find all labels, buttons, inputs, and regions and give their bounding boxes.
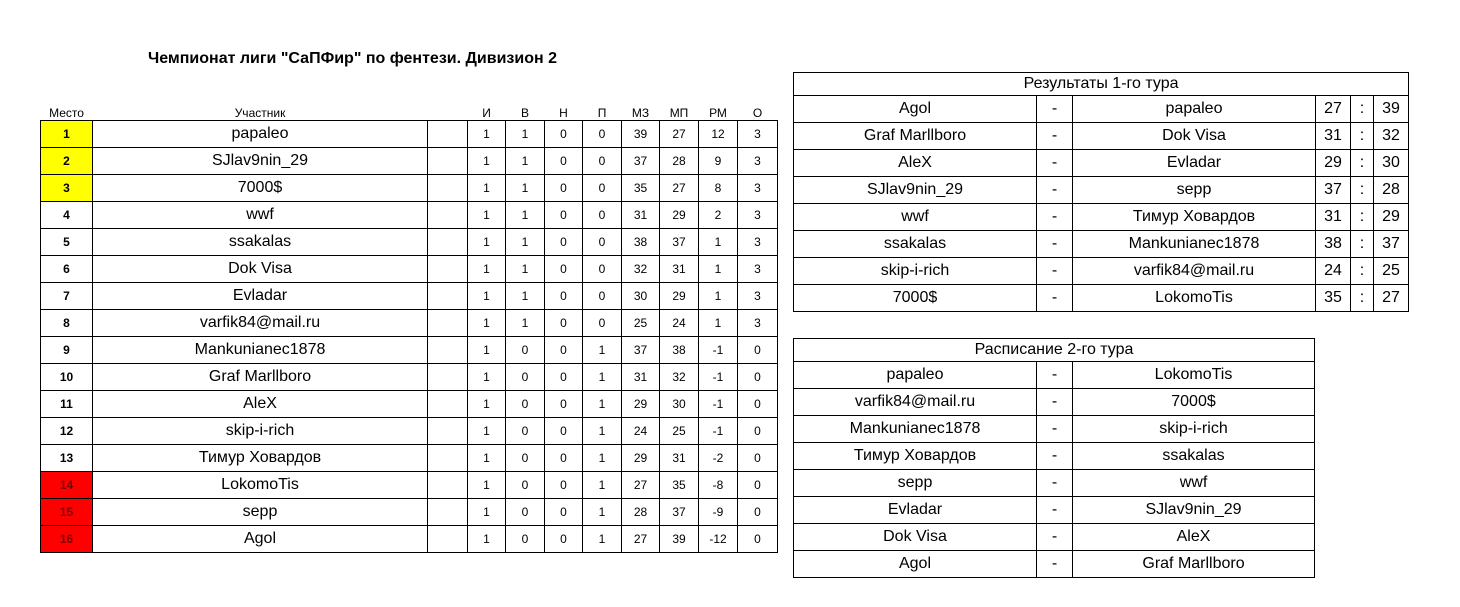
draws-cell: 0 bbox=[545, 472, 583, 499]
participant-name: AleX bbox=[93, 391, 428, 418]
draws-cell: 0 bbox=[545, 418, 583, 445]
losses-cell: 1 bbox=[583, 337, 622, 364]
away-team: skip-i-rich bbox=[1073, 416, 1315, 443]
home-team: sepp bbox=[794, 470, 1037, 497]
points-cell: 3 bbox=[738, 283, 778, 310]
away-team: Mankunianec1878 bbox=[1073, 231, 1316, 258]
diff-cell: -1 bbox=[699, 337, 738, 364]
diff-cell: -9 bbox=[699, 499, 738, 526]
home-team: Evladar bbox=[794, 497, 1037, 524]
home-team: Dok Visa bbox=[794, 524, 1037, 551]
place-cell: 15 bbox=[41, 499, 93, 526]
scored-cell: 38 bbox=[622, 229, 660, 256]
away-team: papaleo bbox=[1073, 96, 1316, 123]
losses-cell: 1 bbox=[583, 499, 622, 526]
scored-cell: 25 bbox=[622, 310, 660, 337]
gap-cell bbox=[428, 175, 468, 202]
points-cell: 3 bbox=[738, 310, 778, 337]
home-score: 27 bbox=[1316, 96, 1351, 123]
losses-cell: 1 bbox=[583, 391, 622, 418]
home-team: wwf bbox=[794, 204, 1037, 231]
conceded-cell: 28 bbox=[660, 148, 699, 175]
away-score: 29 bbox=[1374, 204, 1409, 231]
schedule-caption: Расписание 2-го тура bbox=[794, 339, 1315, 362]
wins-cell: 1 bbox=[506, 310, 545, 337]
participant-name: varfik84@mail.ru bbox=[93, 310, 428, 337]
draws-cell: 0 bbox=[545, 229, 583, 256]
table-row bbox=[41, 472, 778, 499]
points-cell: 0 bbox=[738, 526, 778, 553]
table-row bbox=[41, 526, 778, 553]
home-score: 31 bbox=[1316, 123, 1351, 150]
games-cell: 1 bbox=[468, 499, 506, 526]
diff-cell: 12 bbox=[699, 121, 738, 148]
games-cell: 1 bbox=[468, 148, 506, 175]
away-team: LokomoTis bbox=[1073, 362, 1315, 389]
gap-cell bbox=[428, 418, 468, 445]
wins-cell: 1 bbox=[506, 175, 545, 202]
wins-cell: 1 bbox=[506, 256, 545, 283]
participant-name: papaleo bbox=[93, 121, 428, 148]
table-row bbox=[41, 364, 778, 391]
scored-cell: 30 bbox=[622, 283, 660, 310]
vs-separator: - bbox=[1037, 524, 1073, 551]
place-cell: 6 bbox=[41, 256, 93, 283]
games-cell: 1 bbox=[468, 283, 506, 310]
conceded-cell: 29 bbox=[660, 202, 699, 229]
participant-name: sepp bbox=[93, 499, 428, 526]
scored-cell: 29 bbox=[622, 391, 660, 418]
conceded-cell: 31 bbox=[660, 256, 699, 283]
scored-cell: 29 bbox=[622, 445, 660, 472]
header-draws: Н bbox=[559, 106, 568, 120]
home-score: 24 bbox=[1316, 258, 1351, 285]
result-row bbox=[794, 231, 1409, 258]
score-separator: : bbox=[1351, 231, 1374, 258]
vs-separator: - bbox=[1037, 389, 1073, 416]
table-row bbox=[41, 283, 778, 310]
points-cell: 0 bbox=[738, 472, 778, 499]
away-team: wwf bbox=[1073, 470, 1315, 497]
diff-cell: 2 bbox=[699, 202, 738, 229]
header-diff: РМ bbox=[709, 106, 727, 120]
scored-cell: 27 bbox=[622, 526, 660, 553]
draws-cell: 0 bbox=[545, 364, 583, 391]
wins-cell: 0 bbox=[506, 337, 545, 364]
away-score: 32 bbox=[1374, 123, 1409, 150]
place-cell: 7 bbox=[41, 283, 93, 310]
schedule-row bbox=[794, 416, 1315, 443]
away-score: 39 bbox=[1374, 96, 1409, 123]
wins-cell: 0 bbox=[506, 391, 545, 418]
participant-name: Тимур Ховардов bbox=[93, 445, 428, 472]
conceded-cell: 38 bbox=[660, 337, 699, 364]
table-row bbox=[41, 337, 778, 364]
score-separator: : bbox=[1351, 150, 1374, 177]
vs-separator: - bbox=[1037, 177, 1073, 204]
losses-cell: 0 bbox=[583, 256, 622, 283]
participant-name: skip-i-rich bbox=[93, 418, 428, 445]
participant-name: Mankunianec1878 bbox=[93, 337, 428, 364]
games-cell: 1 bbox=[468, 418, 506, 445]
losses-cell: 0 bbox=[583, 283, 622, 310]
score-separator: : bbox=[1351, 258, 1374, 285]
place-cell: 3 bbox=[41, 175, 93, 202]
conceded-cell: 32 bbox=[660, 364, 699, 391]
gap-cell bbox=[428, 526, 468, 553]
home-team: Agol bbox=[794, 551, 1037, 578]
points-cell: 0 bbox=[738, 418, 778, 445]
result-row bbox=[794, 258, 1409, 285]
home-team: skip-i-rich bbox=[794, 258, 1037, 285]
gap-cell bbox=[428, 364, 468, 391]
scored-cell: 28 bbox=[622, 499, 660, 526]
vs-separator: - bbox=[1037, 96, 1073, 123]
header-conceded: МП bbox=[669, 106, 689, 120]
score-separator: : bbox=[1351, 123, 1374, 150]
header-points: О bbox=[752, 106, 763, 120]
home-team: Mankunianec1878 bbox=[794, 416, 1037, 443]
draws-cell: 0 bbox=[545, 391, 583, 418]
games-cell: 1 bbox=[468, 310, 506, 337]
schedule-row bbox=[794, 389, 1315, 416]
diff-cell: -1 bbox=[699, 418, 738, 445]
points-cell: 3 bbox=[738, 175, 778, 202]
losses-cell: 1 bbox=[583, 418, 622, 445]
vs-separator: - bbox=[1037, 231, 1073, 258]
table-row bbox=[41, 310, 778, 337]
table-row bbox=[41, 256, 778, 283]
participant-name: SJlav9nin_29 bbox=[93, 148, 428, 175]
gap-cell bbox=[428, 229, 468, 256]
score-separator: : bbox=[1351, 96, 1374, 123]
games-cell: 1 bbox=[468, 445, 506, 472]
schedule-row bbox=[794, 524, 1315, 551]
gap-cell bbox=[428, 499, 468, 526]
diff-cell: -8 bbox=[699, 472, 738, 499]
games-cell: 1 bbox=[468, 337, 506, 364]
games-cell: 1 bbox=[468, 391, 506, 418]
home-score: 31 bbox=[1316, 204, 1351, 231]
diff-cell: 1 bbox=[699, 229, 738, 256]
result-row bbox=[794, 150, 1409, 177]
gap-cell bbox=[428, 202, 468, 229]
conceded-cell: 24 bbox=[660, 310, 699, 337]
home-score: 29 bbox=[1316, 150, 1351, 177]
points-cell: 3 bbox=[738, 121, 778, 148]
participant-name: LokomoTis bbox=[93, 472, 428, 499]
header-scored: МЗ bbox=[631, 106, 650, 120]
conceded-cell: 30 bbox=[660, 391, 699, 418]
losses-cell: 0 bbox=[583, 310, 622, 337]
place-cell: 2 bbox=[41, 148, 93, 175]
games-cell: 1 bbox=[468, 472, 506, 499]
diff-cell: 1 bbox=[699, 310, 738, 337]
vs-separator: - bbox=[1037, 470, 1073, 497]
points-cell: 3 bbox=[738, 256, 778, 283]
home-team: SJlav9nin_29 bbox=[794, 177, 1037, 204]
scored-cell: 31 bbox=[622, 202, 660, 229]
wins-cell: 1 bbox=[506, 148, 545, 175]
participant-name: 7000$ bbox=[93, 175, 428, 202]
points-cell: 0 bbox=[738, 499, 778, 526]
score-separator: : bbox=[1351, 177, 1374, 204]
home-team: varfik84@mail.ru bbox=[794, 389, 1037, 416]
away-team: Тимур Ховардов bbox=[1073, 204, 1316, 231]
participant-name: Dok Visa bbox=[93, 256, 428, 283]
place-cell: 12 bbox=[41, 418, 93, 445]
games-cell: 1 bbox=[468, 202, 506, 229]
home-team: Graf Marllboro bbox=[794, 123, 1037, 150]
standings-table bbox=[40, 100, 778, 553]
table-row bbox=[41, 121, 778, 148]
wins-cell: 0 bbox=[506, 526, 545, 553]
home-team: Тимур Ховардов bbox=[794, 443, 1037, 470]
standings-header bbox=[41, 100, 778, 121]
draws-cell: 0 bbox=[545, 175, 583, 202]
gap-cell bbox=[428, 310, 468, 337]
results-table bbox=[793, 72, 1409, 312]
home-score: 37 bbox=[1316, 177, 1351, 204]
points-cell: 0 bbox=[738, 391, 778, 418]
place-cell: 9 bbox=[41, 337, 93, 364]
draws-cell: 0 bbox=[545, 148, 583, 175]
table-row bbox=[41, 175, 778, 202]
vs-separator: - bbox=[1037, 551, 1073, 578]
away-team: sepp bbox=[1073, 177, 1316, 204]
away-team: LokomoTis bbox=[1073, 285, 1316, 312]
wins-cell: 1 bbox=[506, 229, 545, 256]
place-cell: 10 bbox=[41, 364, 93, 391]
draws-cell: 0 bbox=[545, 310, 583, 337]
away-team: ssakalas bbox=[1073, 443, 1315, 470]
losses-cell: 1 bbox=[583, 364, 622, 391]
place-cell: 13 bbox=[41, 445, 93, 472]
scored-cell: 24 bbox=[622, 418, 660, 445]
draws-cell: 0 bbox=[545, 337, 583, 364]
points-cell: 3 bbox=[738, 148, 778, 175]
participant-name: Agol bbox=[93, 526, 428, 553]
conceded-cell: 39 bbox=[660, 526, 699, 553]
vs-separator: - bbox=[1037, 497, 1073, 524]
table-row bbox=[41, 418, 778, 445]
draws-cell: 0 bbox=[545, 283, 583, 310]
home-score: 38 bbox=[1316, 231, 1351, 258]
points-cell: 3 bbox=[738, 229, 778, 256]
vs-separator: - bbox=[1037, 150, 1073, 177]
result-row bbox=[794, 285, 1409, 312]
place-cell: 8 bbox=[41, 310, 93, 337]
table-row bbox=[41, 148, 778, 175]
gap-cell bbox=[428, 445, 468, 472]
wins-cell: 0 bbox=[506, 499, 545, 526]
gap-cell bbox=[428, 472, 468, 499]
draws-cell: 0 bbox=[545, 121, 583, 148]
away-team: 7000$ bbox=[1073, 389, 1315, 416]
away-team: SJlav9nin_29 bbox=[1073, 497, 1315, 524]
games-cell: 1 bbox=[468, 364, 506, 391]
home-score: 35 bbox=[1316, 285, 1351, 312]
diff-cell: -2 bbox=[699, 445, 738, 472]
points-cell: 0 bbox=[738, 337, 778, 364]
losses-cell: 0 bbox=[583, 121, 622, 148]
conceded-cell: 35 bbox=[660, 472, 699, 499]
scored-cell: 27 bbox=[622, 472, 660, 499]
games-cell: 1 bbox=[468, 526, 506, 553]
header-losses: П bbox=[597, 106, 607, 120]
result-row bbox=[794, 177, 1409, 204]
gap-cell bbox=[428, 337, 468, 364]
vs-separator: - bbox=[1037, 362, 1073, 389]
away-team: varfik84@mail.ru bbox=[1073, 258, 1316, 285]
conceded-cell: 37 bbox=[660, 499, 699, 526]
header-gap bbox=[428, 100, 468, 121]
away-team: Dok Visa bbox=[1073, 123, 1316, 150]
draws-cell: 0 bbox=[545, 256, 583, 283]
losses-cell: 1 bbox=[583, 445, 622, 472]
vs-separator: - bbox=[1037, 443, 1073, 470]
score-separator: : bbox=[1351, 285, 1374, 312]
diff-cell: -12 bbox=[699, 526, 738, 553]
header-games: И bbox=[482, 106, 491, 120]
home-team: ssakalas bbox=[794, 231, 1037, 258]
score-separator: : bbox=[1351, 204, 1374, 231]
gap-cell bbox=[428, 283, 468, 310]
wins-cell: 0 bbox=[506, 364, 545, 391]
place-cell: 11 bbox=[41, 391, 93, 418]
points-cell: 0 bbox=[738, 364, 778, 391]
draws-cell: 0 bbox=[545, 445, 583, 472]
games-cell: 1 bbox=[468, 229, 506, 256]
losses-cell: 1 bbox=[583, 472, 622, 499]
header-wins: В bbox=[520, 106, 529, 120]
place-cell: 14 bbox=[41, 472, 93, 499]
results-caption: Результаты 1-го тура bbox=[794, 73, 1409, 96]
conceded-cell: 27 bbox=[660, 175, 699, 202]
place-cell: 4 bbox=[41, 202, 93, 229]
scored-cell: 32 bbox=[622, 256, 660, 283]
conceded-cell: 25 bbox=[660, 418, 699, 445]
away-score: 37 bbox=[1374, 231, 1409, 258]
participant-name: Evladar bbox=[93, 283, 428, 310]
home-team: Agol bbox=[794, 96, 1037, 123]
gap-cell bbox=[428, 148, 468, 175]
table-row bbox=[41, 229, 778, 256]
conceded-cell: 27 bbox=[660, 121, 699, 148]
gap-cell bbox=[428, 256, 468, 283]
header-place: Место bbox=[49, 106, 84, 120]
vs-separator: - bbox=[1037, 416, 1073, 443]
place-cell: 16 bbox=[41, 526, 93, 553]
diff-cell: 1 bbox=[699, 256, 738, 283]
diff-cell: 1 bbox=[699, 283, 738, 310]
page-title: Чемпионат лиги "СаПФир" по фентези. Дивизион 2 bbox=[148, 50, 557, 67]
losses-cell: 0 bbox=[583, 175, 622, 202]
schedule-row bbox=[794, 470, 1315, 497]
losses-cell: 0 bbox=[583, 229, 622, 256]
table-row bbox=[41, 445, 778, 472]
scored-cell: 31 bbox=[622, 364, 660, 391]
result-row bbox=[794, 204, 1409, 231]
diff-cell: 9 bbox=[699, 148, 738, 175]
vs-separator: - bbox=[1037, 204, 1073, 231]
away-score: 25 bbox=[1374, 258, 1409, 285]
schedule-row bbox=[794, 443, 1315, 470]
losses-cell: 0 bbox=[583, 202, 622, 229]
home-team: 7000$ bbox=[794, 285, 1037, 312]
diff-cell: -1 bbox=[699, 364, 738, 391]
wins-cell: 1 bbox=[506, 121, 545, 148]
losses-cell: 0 bbox=[583, 148, 622, 175]
participant-name: Graf Marllboro bbox=[93, 364, 428, 391]
wins-cell: 1 bbox=[506, 283, 545, 310]
conceded-cell: 31 bbox=[660, 445, 699, 472]
conceded-cell: 37 bbox=[660, 229, 699, 256]
draws-cell: 0 bbox=[545, 526, 583, 553]
wins-cell: 0 bbox=[506, 472, 545, 499]
away-team: AleX bbox=[1073, 524, 1315, 551]
losses-cell: 1 bbox=[583, 526, 622, 553]
points-cell: 0 bbox=[738, 445, 778, 472]
home-team: AleX bbox=[794, 150, 1037, 177]
participant-name: ssakalas bbox=[93, 229, 428, 256]
schedule-row bbox=[794, 551, 1315, 578]
scored-cell: 37 bbox=[622, 337, 660, 364]
conceded-cell: 29 bbox=[660, 283, 699, 310]
draws-cell: 0 bbox=[545, 202, 583, 229]
gap-cell bbox=[428, 121, 468, 148]
home-team: papaleo bbox=[794, 362, 1037, 389]
place-cell: 5 bbox=[41, 229, 93, 256]
result-row bbox=[794, 96, 1409, 123]
wins-cell: 0 bbox=[506, 445, 545, 472]
place-cell: 1 bbox=[41, 121, 93, 148]
away-score: 27 bbox=[1374, 285, 1409, 312]
participant-name: wwf bbox=[93, 202, 428, 229]
schedule-table bbox=[793, 338, 1315, 578]
vs-separator: - bbox=[1037, 123, 1073, 150]
diff-cell: 8 bbox=[699, 175, 738, 202]
table-row bbox=[41, 499, 778, 526]
games-cell: 1 bbox=[468, 175, 506, 202]
scored-cell: 35 bbox=[622, 175, 660, 202]
draws-cell: 0 bbox=[545, 499, 583, 526]
table-row bbox=[41, 391, 778, 418]
scored-cell: 39 bbox=[622, 121, 660, 148]
header-participant: Участник bbox=[234, 106, 286, 120]
games-cell: 1 bbox=[468, 256, 506, 283]
away-score: 30 bbox=[1374, 150, 1409, 177]
wins-cell: 0 bbox=[506, 418, 545, 445]
result-row bbox=[794, 123, 1409, 150]
games-cell: 1 bbox=[468, 121, 506, 148]
gap-cell bbox=[428, 391, 468, 418]
points-cell: 3 bbox=[738, 202, 778, 229]
vs-separator: - bbox=[1037, 258, 1073, 285]
away-team: Evladar bbox=[1073, 150, 1316, 177]
wins-cell: 1 bbox=[506, 202, 545, 229]
away-score: 28 bbox=[1374, 177, 1409, 204]
away-team: Graf Marllboro bbox=[1073, 551, 1315, 578]
schedule-row bbox=[794, 362, 1315, 389]
table-row bbox=[41, 202, 778, 229]
schedule-row bbox=[794, 497, 1315, 524]
diff-cell: -1 bbox=[699, 391, 738, 418]
vs-separator: - bbox=[1037, 285, 1073, 312]
scored-cell: 37 bbox=[622, 148, 660, 175]
